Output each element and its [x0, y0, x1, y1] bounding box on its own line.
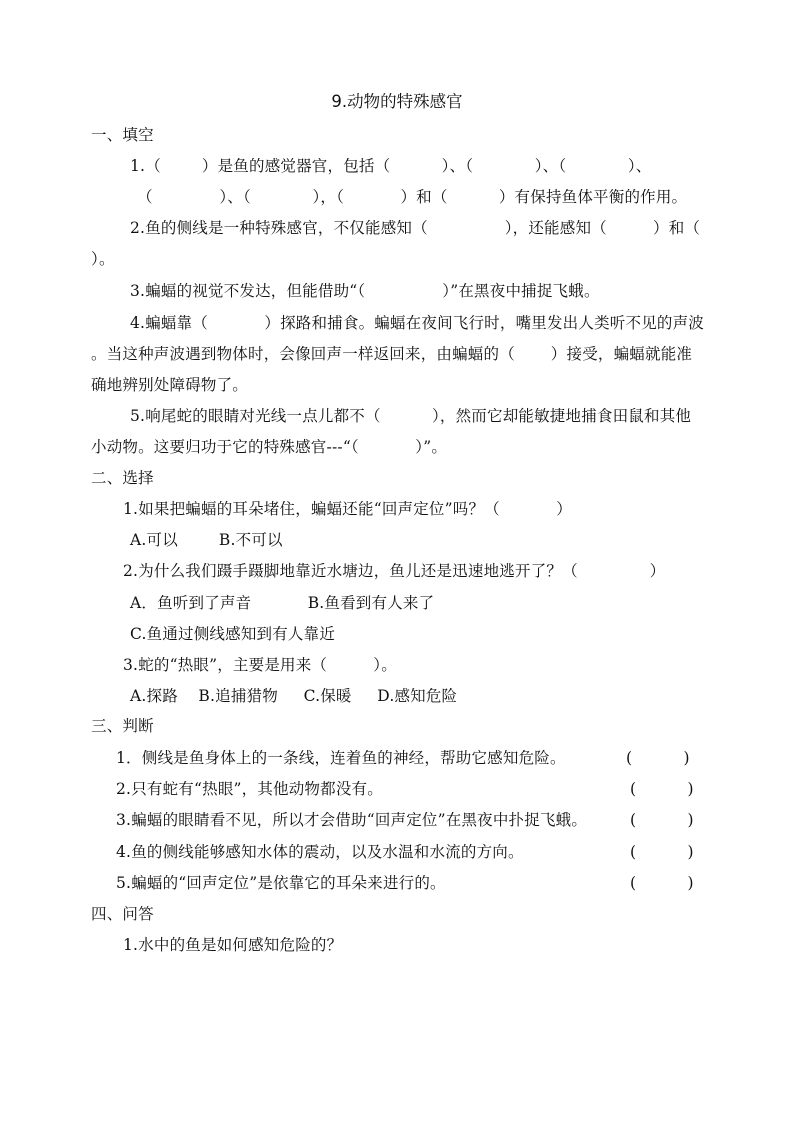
- judge-answer-bracket-1: ( ): [626, 749, 690, 767]
- section-heading-qa: 四、问答: [91, 905, 154, 923]
- choice-question-3: 3.蛇的“热眼”，主要是用来（ ）。: [123, 656, 397, 674]
- judge-question-5: 5.蝙蝠的“回声定位”是依靠它的耳朵来进行的。: [116, 874, 446, 892]
- section-heading-judge: 三、判断: [91, 717, 154, 735]
- choice-question-1: 1.如果把蝙蝠的耳朵堵住，蝙蝠还能“回声定位”吗？（ ）: [123, 500, 572, 518]
- choice-question-2-option-c: C.鱼通过侧线感知到有人靠近: [130, 625, 336, 643]
- fill-question-1-line-1: 1.（ ）是鱼的感觉器官，包括（ ）、（ ）、（ ）、: [130, 157, 652, 175]
- page-title: 9.动物的特殊感官: [331, 92, 463, 111]
- fill-question-4-line-2: 。当这种声波遇到物体时，会像回声一样返回来，由蝙蝠的（ ）接受，蝙蝠就能准: [91, 345, 693, 363]
- judge-answer-bracket-2: ( ): [630, 780, 694, 798]
- judge-answer-bracket-3: ( ): [630, 811, 694, 829]
- qa-question-1: 1.水中的鱼是如何感知危险的？: [123, 936, 343, 954]
- judge-question-3: 3.蝙蝠的眼睛看不见，所以才会借助“回声定位”在黑夜中扑捉飞蛾。: [116, 811, 588, 829]
- section-heading-fill-blank: 一、填空: [91, 126, 154, 144]
- judge-question-1: 1．侧线是鱼身体上的一条线，连着鱼的神经，帮助它感知危险。: [116, 749, 566, 767]
- judge-question-2: 2.只有蛇有“热眼”，其他动物都没有。: [116, 780, 383, 798]
- fill-question-4-line-1: 4.蝙蝠靠（ ）探路和捕食。蝙蝠在夜间飞行时，嘴里发出人类听不见的声波: [130, 314, 704, 332]
- section-heading-choice: 二、选择: [91, 469, 154, 487]
- choice-question-1-options: A.可以 B.不可以: [130, 531, 283, 549]
- fill-question-1-line-2: （ ）、（ ），（ ）和（ ）有保持鱼体平衡的作用。: [137, 188, 688, 206]
- fill-question-2-line-1: 2.鱼的侧线是一种特殊感官，不仅能感知（ ），还能感知（ ）和（: [130, 219, 701, 237]
- fill-question-5-line-2: 小动物。这要归功于它的特殊感官---“（ ）”。: [91, 438, 448, 456]
- fill-question-4-line-3: 确地辨别处障碍物了。: [91, 376, 249, 394]
- fill-question-5-line-1: 5.响尾蛇的眼睛对光线一点儿都不（ ），然而它却能敏捷地捕食田鼠和其他: [130, 407, 692, 425]
- choice-question-2-options-ab: A．鱼听到了声音 B.鱼看到有人来了: [130, 594, 435, 612]
- judge-question-4: 4.鱼的侧线能够感知水体的震动，以及水温和水流的方向。: [116, 843, 524, 861]
- judge-answer-bracket-5: ( ): [630, 874, 694, 892]
- fill-question-3: 3.蝙蝠的视觉不发达，但能借助“（ ）”在黑夜中捕捉飞蛾。: [130, 282, 600, 300]
- choice-question-3-options: A.探路 B.追捕猎物 C.保暖 D.感知危险: [130, 687, 458, 705]
- choice-question-2: 2.为什么我们蹑手蹑脚地靠近水塘边，鱼儿还是迅速地逃开了？（ ）: [123, 562, 666, 580]
- judge-answer-bracket-4: ( ): [630, 843, 694, 861]
- fill-question-2-line-2: ）。: [91, 250, 115, 268]
